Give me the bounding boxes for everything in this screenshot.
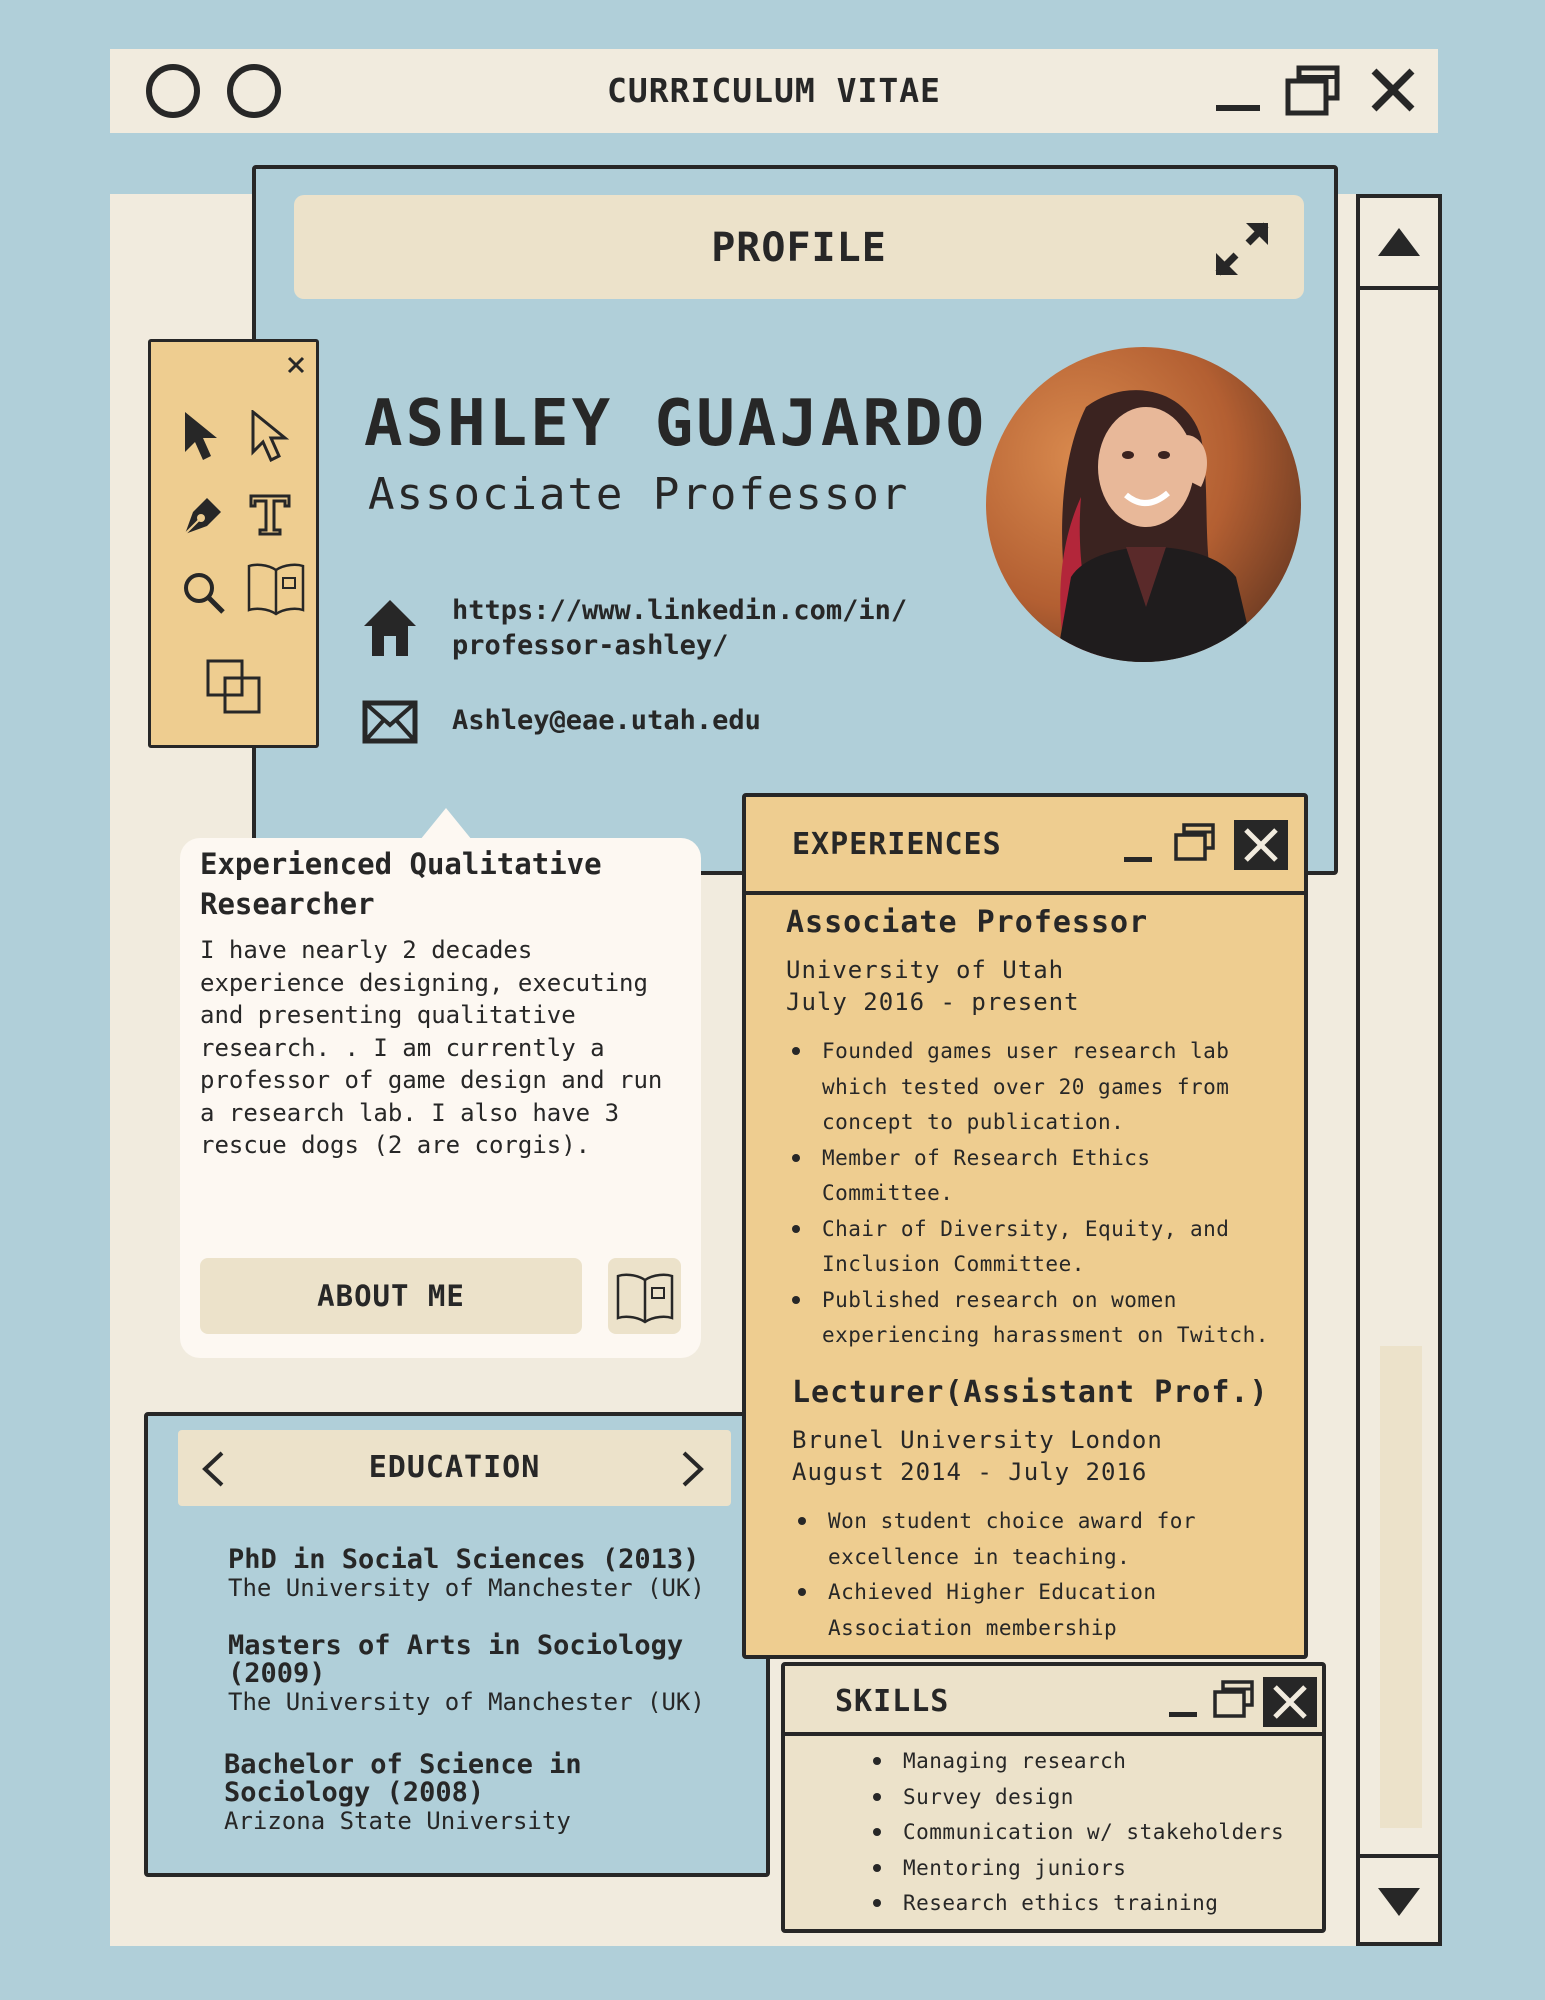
education-item <box>228 1546 748 1602</box>
about-me-button[interactable]: ABOUT ME <box>200 1258 582 1334</box>
scroll-down-button[interactable] <box>1360 1854 1438 1942</box>
skill-item: Survey design <box>867 1780 1327 1816</box>
about-card-pointer <box>420 808 472 840</box>
skill-item: Mentoring juniors <box>867 1851 1327 1887</box>
education-item <box>224 1751 644 1835</box>
linkedin-url-line1: https://www.linkedin.com/in/ <box>452 595 908 626</box>
minimize-icon[interactable] <box>1169 1712 1197 1718</box>
home-icon <box>362 598 418 658</box>
person-role: Associate Professor <box>368 469 910 520</box>
minimize-icon[interactable] <box>1216 105 1262 113</box>
skill-item: Managing research <box>867 1744 1327 1780</box>
book-icon[interactable] <box>245 560 307 616</box>
search-icon[interactable] <box>181 570 227 616</box>
close-button[interactable] <box>1263 1677 1317 1727</box>
scrollbar-thumb[interactable] <box>1380 1346 1422 1828</box>
close-icon <box>1263 1677 1317 1727</box>
close-icon <box>1234 820 1288 870</box>
skills-header <box>785 1666 1322 1736</box>
minimize-icon[interactable] <box>1124 857 1152 863</box>
experiences-window <box>742 793 1308 1659</box>
email-link[interactable]: Ashley@eae.utah.edu <box>452 705 761 736</box>
restore-icon[interactable] <box>1285 65 1341 117</box>
experience-dates: August 2014 - July 2016 <box>792 1458 1148 1486</box>
restore-icon[interactable] <box>1213 1680 1255 1720</box>
education-school: The University of Manchester (UK) <box>228 1688 705 1716</box>
skills-list <box>867 1744 1327 1922</box>
experience-bullet: Member of Research Ethics Committee. <box>786 1141 1286 1212</box>
experience-item <box>792 1375 1292 1646</box>
mail-icon <box>362 700 418 744</box>
expand-icon[interactable] <box>1212 219 1272 279</box>
education-title: EDUCATION <box>368 1450 541 1485</box>
experience-item <box>786 905 1286 1354</box>
person-name: ASHLEY GUAJARDO <box>364 387 987 461</box>
scrollbar[interactable] <box>1356 194 1442 1946</box>
close-icon[interactable] <box>1370 67 1416 113</box>
window-title: CURRICULUM VITAE <box>607 71 941 110</box>
arrow-cursor-outline-icon[interactable] <box>249 410 293 462</box>
experience-bullet: Published research on women experiencing harassment on Twitch. <box>786 1283 1286 1354</box>
education-header <box>178 1430 731 1506</box>
arrow-cursor-icon[interactable] <box>181 410 225 462</box>
education-school: Arizona State University <box>224 1807 571 1835</box>
pen-icon[interactable] <box>181 492 227 538</box>
profile-photo <box>986 347 1301 662</box>
profile-header <box>294 195 1304 299</box>
skill-item: Communication w/ stakeholders <box>867 1815 1327 1851</box>
skill-item: Research ethics training <box>867 1886 1327 1922</box>
experiences-header <box>746 797 1304 895</box>
scroll-up-button[interactable] <box>1360 198 1438 290</box>
about-body: I have nearly 2 decades experience designing, executing and presenting qualitative research. . I am currently a professor of game design and run a research lab. I also have 3 rescue dogs (2 are corgis). <box>200 936 663 1159</box>
profile-title: PROFILE <box>711 225 887 271</box>
experience-org: Brunel University London <box>792 1426 1163 1454</box>
close-button[interactable] <box>1234 820 1288 870</box>
education-item <box>228 1632 748 1716</box>
experience-bullet: Founded games user research lab which tested over 20 games from concept to publication. <box>786 1034 1286 1141</box>
chevron-right-icon[interactable] <box>680 1450 706 1488</box>
layers-icon[interactable] <box>205 658 263 716</box>
skills-title: SKILLS <box>835 1684 950 1719</box>
experience-dates: July 2016 - present <box>786 988 1080 1016</box>
experience-bullet: Won student choice award for excellence in teaching. <box>792 1504 1292 1575</box>
book-icon <box>615 1270 675 1324</box>
experience-title: Lecturer(Assistant Prof.) <box>792 1375 1269 1410</box>
education-degree: Masters of Arts in Sociology (2009) <box>228 1630 684 1689</box>
experience-title: Associate Professor <box>786 905 1149 940</box>
education-window <box>144 1412 770 1877</box>
education-school: The University of Manchester (UK) <box>228 1574 705 1602</box>
experience-bullet: Chair of Diversity, Equity, and Inclusion Committee. <box>786 1212 1286 1283</box>
about-card <box>180 838 701 1358</box>
close-icon[interactable] <box>287 356 305 374</box>
linkedin-url-line2: professor-ashley/ <box>452 630 729 661</box>
experiences-title: EXPERIENCES <box>792 827 1002 862</box>
toolbox-panel <box>148 339 319 748</box>
scroll-down-icon <box>1376 1886 1422 1918</box>
scroll-up-icon <box>1376 226 1422 258</box>
experience-bullet: Achieved Higher Education Association membership <box>792 1575 1292 1646</box>
education-degree: PhD in Social Sciences (2013) <box>228 1544 700 1575</box>
profile-window <box>252 165 1338 875</box>
education-degree: Bachelor of Science in Sociology (2008) <box>224 1749 582 1808</box>
window-titlebar <box>110 49 1438 133</box>
skills-window <box>781 1662 1326 1933</box>
linkedin-link[interactable] <box>452 593 907 663</box>
about-book-button[interactable] <box>608 1258 681 1334</box>
about-title: Experienced Qualitative Researcher <box>200 847 602 921</box>
experience-org: University of Utah <box>786 956 1065 984</box>
restore-icon[interactable] <box>1174 823 1216 863</box>
text-icon[interactable] <box>247 492 293 538</box>
